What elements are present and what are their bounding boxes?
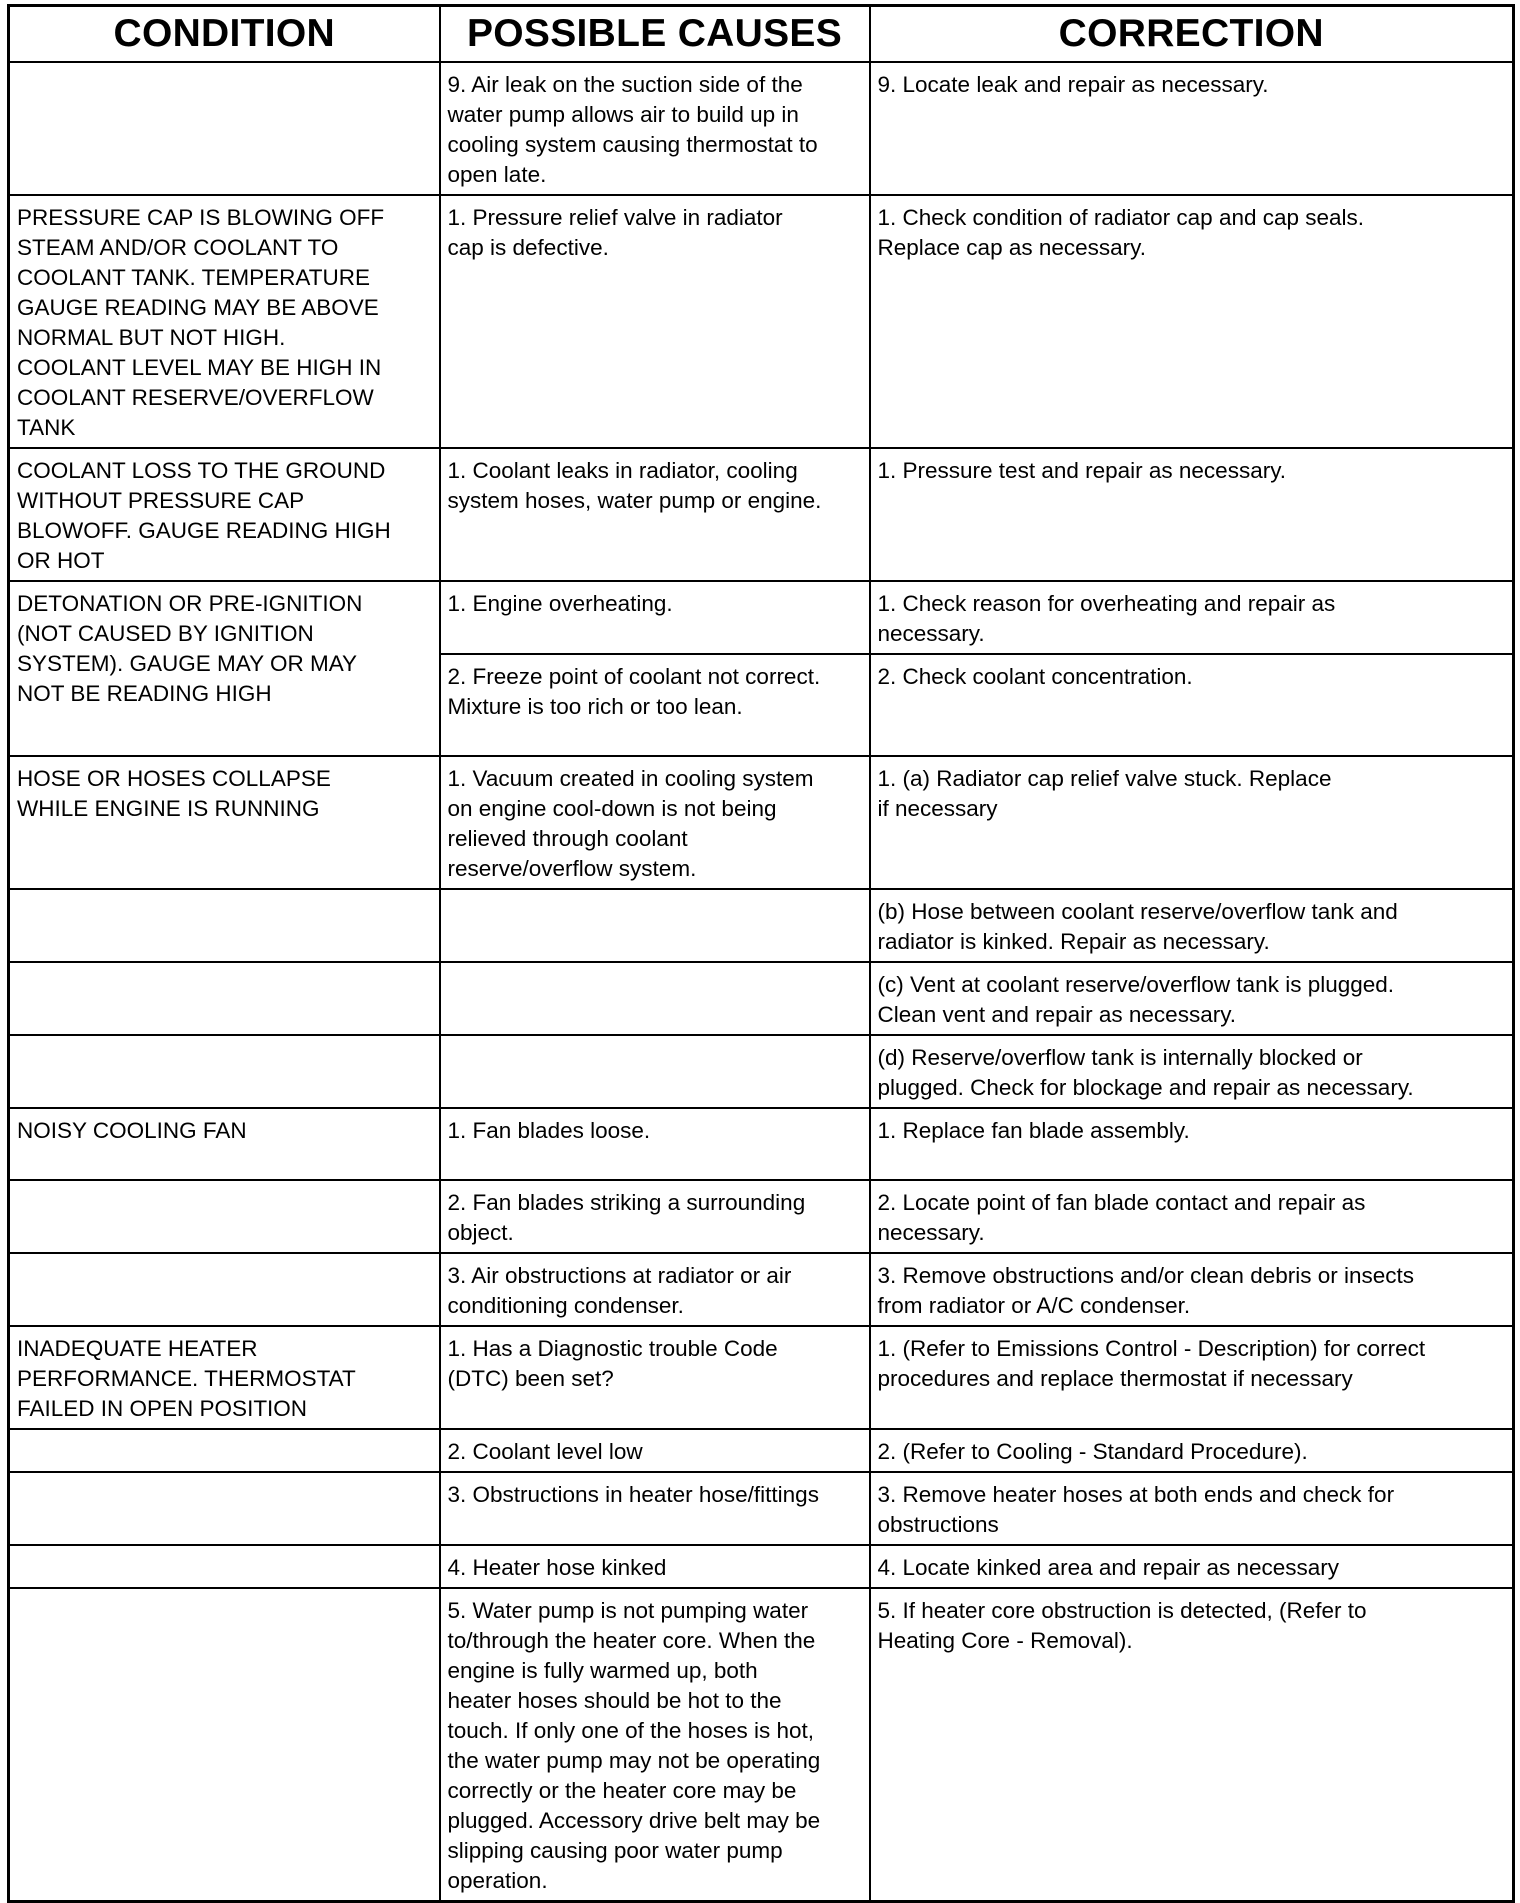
cause-cell: 9. Air leak on the suction side of the water pump allows air to build up in cooling system causing thermostat to open late.: [440, 62, 870, 195]
condition-cell: NOISY COOLING FAN: [9, 1108, 440, 1180]
table-row: [9, 756, 1514, 889]
diagnosis-page: [7, 4, 1512, 1893]
cause-cell: 3. Air obstructions at radiator or air conditioning condenser.: [440, 1253, 870, 1326]
cause-cell: 1. Fan blades loose.: [440, 1108, 870, 1180]
correction-cell: 2. Locate point of fan blade contact and repair as necessary.: [870, 1180, 1514, 1253]
correction-cell: 9. Locate leak and repair as necessary.: [870, 62, 1514, 195]
condition-cell: [9, 962, 440, 1035]
cause-cell: 1. Engine overheating.: [440, 581, 870, 654]
cause-cell: [440, 962, 870, 1035]
condition-cell: DETONATION OR PRE-IGNITION (NOT CAUSED BY IGNITION SYSTEM). GAUGE MAY OR MAY NOT BE READING HIGH: [9, 581, 440, 756]
correction-cell: 5. If heater core obstruction is detected, (Refer to Heating Core - Removal).: [870, 1588, 1514, 1902]
table-row: [9, 1545, 1514, 1588]
cause-cell: 2. Fan blades striking a surrounding object.: [440, 1180, 870, 1253]
cause-cell: [440, 1035, 870, 1108]
condition-cell: [9, 1545, 440, 1588]
condition-cell: [9, 62, 440, 195]
cause-cell: 1. Coolant leaks in radiator, cooling system hoses, water pump or engine.: [440, 448, 870, 581]
correction-cell: 1. Pressure test and repair as necessary.: [870, 448, 1514, 581]
cause-cell: 4. Heater hose kinked: [440, 1545, 870, 1588]
cause-cell: 1. Has a Diagnostic trouble Code (DTC) been set?: [440, 1326, 870, 1429]
cause-cell: 3. Obstructions in heater hose/fittings: [440, 1472, 870, 1545]
condition-cell: [9, 1472, 440, 1545]
header-possible-causes: POSSIBLE CAUSES: [440, 6, 870, 62]
condition-cell: [9, 889, 440, 962]
correction-cell: (b) Hose between coolant reserve/overflow tank and radiator is kinked. Repair as necessary.: [870, 889, 1514, 962]
header-row: [9, 6, 1514, 62]
table-row: [9, 1180, 1514, 1253]
condition-cell: [9, 1180, 440, 1253]
diagnosis-table: [7, 4, 1515, 1903]
table-row: [9, 581, 1514, 654]
correction-cell: 1. Replace fan blade assembly.: [870, 1108, 1514, 1180]
correction-cell: 1. Check condition of radiator cap and cap seals. Replace cap as necessary.: [870, 195, 1514, 448]
cause-cell: 1. Vacuum created in cooling system on engine cool-down is not being relieved through coolant reserve/overflow system.: [440, 756, 870, 889]
condition-cell: HOSE OR HOSES COLLAPSE WHILE ENGINE IS RUNNING: [9, 756, 440, 889]
table-row: [9, 1108, 1514, 1180]
cause-cell: 2. Coolant level low: [440, 1429, 870, 1472]
cause-cell: 2. Freeze point of coolant not correct. Mixture is too rich or too lean.: [440, 654, 870, 756]
correction-cell: 1. (a) Radiator cap relief valve stuck. Replace if necessary: [870, 756, 1514, 889]
table-row: [9, 195, 1514, 448]
condition-cell: INADEQUATE HEATER PERFORMANCE. THERMOSTAT FAILED IN OPEN POSITION: [9, 1326, 440, 1429]
header-condition: CONDITION: [9, 6, 440, 62]
correction-cell: (c) Vent at coolant reserve/overflow tank is plugged. Clean vent and repair as necessary.: [870, 962, 1514, 1035]
header-correction: CORRECTION: [870, 6, 1514, 62]
condition-cell: [9, 1588, 440, 1902]
condition-cell: COOLANT LOSS TO THE GROUND WITHOUT PRESSURE CAP BLOWOFF. GAUGE READING HIGH OR HOT: [9, 448, 440, 581]
cause-cell: 1. Pressure relief valve in radiator cap is defective.: [440, 195, 870, 448]
condition-cell: [9, 1035, 440, 1108]
table-row: [9, 62, 1514, 195]
table-row: [9, 448, 1514, 581]
table-row: [9, 1588, 1514, 1902]
correction-cell: 3. Remove obstructions and/or clean debris or insects from radiator or A/C condenser.: [870, 1253, 1514, 1326]
table-row: [9, 1253, 1514, 1326]
correction-cell: 2. (Refer to Cooling - Standard Procedure).: [870, 1429, 1514, 1472]
correction-cell: 1. Check reason for overheating and repair as necessary.: [870, 581, 1514, 654]
correction-cell: 3. Remove heater hoses at both ends and check for obstructions: [870, 1472, 1514, 1545]
correction-cell: 1. (Refer to Emissions Control - Description) for correct procedures and replace thermostat if necessary: [870, 1326, 1514, 1429]
correction-cell: (d) Reserve/overflow tank is internally blocked or plugged. Check for blockage and repair as necessary.: [870, 1035, 1514, 1108]
table-row: [9, 1326, 1514, 1429]
cause-cell: 5. Water pump is not pumping water to/through the heater core. When the engine is fully warmed up, both heater hoses should be hot to the touch. If only one of the hoses is hot, the water pump may not be operating correctly or the heater core may be plugged. Accessory drive belt may be slipping causing poor water pump operation.: [440, 1588, 870, 1902]
table-row: [9, 1429, 1514, 1472]
correction-cell: 2. Check coolant concentration.: [870, 654, 1514, 756]
table-row: [9, 1035, 1514, 1108]
table-row: [9, 1472, 1514, 1545]
correction-cell: 4. Locate kinked area and repair as necessary: [870, 1545, 1514, 1588]
condition-cell: [9, 1429, 440, 1472]
cause-cell: [440, 889, 870, 962]
table-row: [9, 962, 1514, 1035]
condition-cell: [9, 1253, 440, 1326]
table-row: [9, 889, 1514, 962]
condition-cell: PRESSURE CAP IS BLOWING OFF STEAM AND/OR COOLANT TO COOLANT TANK. TEMPERATURE GAUGE READING MAY BE ABOVE NORMAL BUT NOT HIGH. COOLANT LEVEL MAY BE HIGH IN COOLANT RESERVE/OVERFLOW TANK: [9, 195, 440, 448]
